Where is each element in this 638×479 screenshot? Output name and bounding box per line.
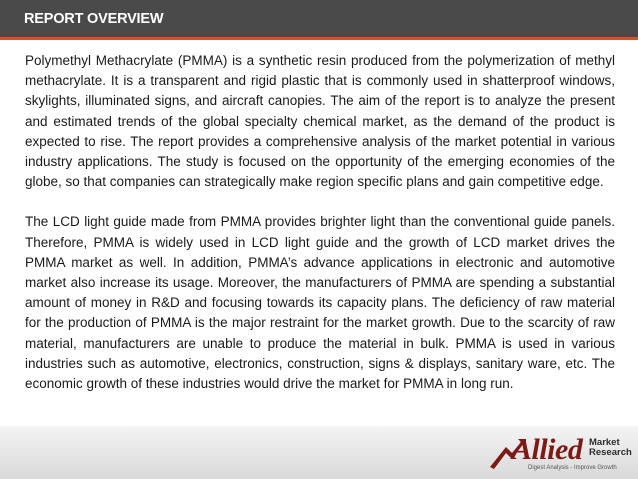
logo-subline-market: Market <box>589 437 620 448</box>
header-bar <box>0 0 638 37</box>
logo-subline-research: Research <box>589 447 632 458</box>
paragraph-intro: Polymethyl Methacrylate (PMMA) is a synthetic resin produced from the polymerization of methyl methacrylate. It is a transparent and rigid plastic that is commonly used in shatterproof windows, skylights, illuminated signs, and aircraft canopies. The aim of the report is to analyze the present and estimated trends of the global specialty chemical market, as the demand of the product is expected to rise. The report provides a comprehensive analysis of the market potential in various industry applications. The study is focused on the opportunity of the emerging economies of the globe, so that companies can strategically make region specific plans and gain competitive edge. <box>25 53 615 190</box>
header-accent-rule <box>0 37 638 40</box>
logo-tagline: Digest Analysis - Improve Growth <box>528 465 617 471</box>
report-overview-body <box>25 51 615 394</box>
allied-market-research-logo <box>488 429 634 475</box>
logo-wordmark: Allied <box>512 433 583 466</box>
page-title: REPORT OVERVIEW <box>24 11 164 27</box>
paragraph-market-drivers: The LCD light guide made from PMMA provides brighter light than the conventional guide panels. Therefore, PMMA is widely used in LCD light guide and the growth of LCD market drives the PMMA market as well. In addition, PMMA’s advance applications in electronic and automotive market also increase its usage. Moreover, the manufacturers of PMMA are spending a substantial amount of money in R&D and focusing towards its capacity plans. The deficiency of raw material for the production of PMMA is the major restraint for the market growth. Due to the scarcity of raw material, manufacturers are unable to produce the material in bulk. PMMA is used in various industries such as automotive, electronics, construction, signs & displays, sanitary ware, etc. The economic growth of these industries would drive the market for PMMA in long run. <box>25 214 615 392</box>
